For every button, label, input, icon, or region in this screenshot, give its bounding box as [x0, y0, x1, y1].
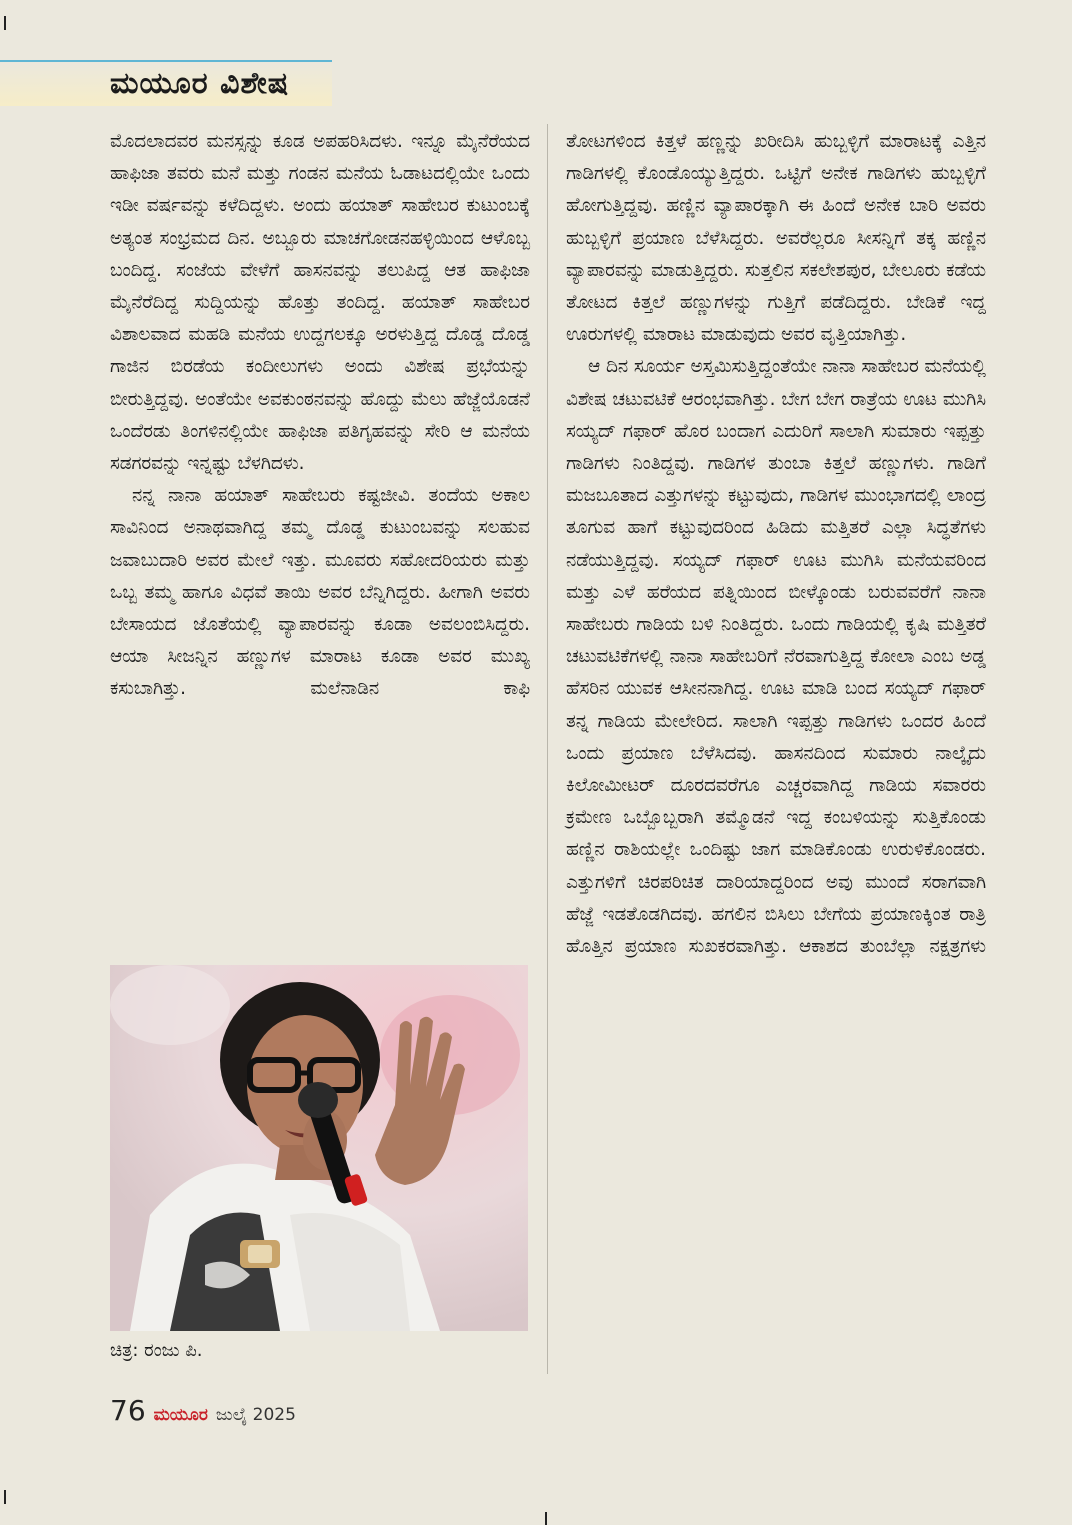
- page-number: 76: [110, 1394, 146, 1427]
- photo-caption: ಚಿತ್ರ: ರಂಜು ಪಿ.: [110, 1340, 203, 1361]
- paragraph: ಮೊದಲಾದವರ ಮನಸ್ಸನ್ನು ಕೂಡ ಅಪಹರಿಸಿದಳು. ಇನ್ನೂ ಮೈನೆರೆಯದ ಹಾಫಿಜಾ ತವರು ಮನೆ ಮತ್ತು ಗಂಡನ ಮನೆಯ ಓಡಾಟದಲ್ಲಿಯೇ ಒಂದು ಇಡೀ ವರ್ಷವನ್ನು ಕಳೆದಿದ್ದಳು. ಅಂದು ಹಯಾತ್ ಸಾಹೇಬರ ಕುಟುಂಬಕ್ಕೆ ಅತ್ಯಂತ ಸಂಭ್ರಮದ ದಿನ. ಅಬ್ಬೂರು ಮಾಚಗೋಡನಹಳ್ಳಿಯಿಂದ ಆಳೊಬ್ಬ ಬಂದಿದ್ದ. ಸಂಜೆಯ ವೇಳೆಗೆ ಹಾಸನವನ್ನು ತಲುಪಿದ್ದ ಆತ ಹಾಫಿಜಾ ಮೈನೆರೆದಿದ್ದ ಸುದ್ದಿಯನ್ನು ಹೊತ್ತು ತಂದಿದ್ದ. ಹಯಾತ್ ಸಾಹೇಬರ ವಿಶಾಲವಾದ ಮಹಡಿ ಮನೆಯ ಉದ್ದಗಲಕ್ಕೂ ಅರಳುತ್ತಿದ್ದ ದೊಡ್ಡ ದೊಡ್ಡ ಗಾಜಿನ ಬಿರಡೆಯ ಕಂದೀಲುಗಳು ಅಂದು ವಿಶೇಷ ಪ್ರಭೆಯನ್ನು ಬೀರುತ್ತಿದ್ದವು. ಅಂತೆಯೇ ಅವಕುಂಠನವನ್ನು ಹೊದ್ದು ಮೆಲು ಹೆಜ್ಜೆಯೊಡನೆ ಒಂದೆರಡು ತಿಂಗಳಿನಲ್ಲಿಯೇ ಹಾಫಿಜಾ ಪತಿಗೃಹವನ್ನು ಸೇರಿ ಆ ಮನೆಯ ಸಡಗರವನ್ನು ಇನ್ನಷ್ಟು ಬೆಳಗಿದಳು.: [110, 131, 530, 475]
- section-title: ಮಯೂರ ವಿಶೇಷ: [110, 66, 290, 101]
- paragraph: ತೋಟಗಳಿಂದ ಕಿತ್ತಳೆ ಹಣ್ಣನ್ನು ಖರೀದಿಸಿ ಹುಬ್ಬಳ್ಳಿಗೆ ಮಾರಾಟಕ್ಕೆ ಎತ್ತಿನ ಗಾಡಿಗಳಲ್ಲಿ ಕೊಂಡೊಯ್ಯುತ್ತಿದ್ದರು. ಒಟ್ಟಿಗೆ ಅನೇಕ ಗಾಡಿಗಳು ಹುಬ್ಬಳ್ಳಿಗೆ ಹೋಗುತ್ತಿದ್ದವು. ಹಣ್ಣಿನ ವ್ಯಾಪಾರಕ್ಕಾಗಿ ಈ ಹಿಂದೆ ಅನೇಕ ಬಾರಿ ಅವರು ಹುಬ್ಬಳ್ಳಿಗೆ ಪ್ರಯಾಣ ಬೆಳೆಸಿದ್ದರು. ಅವರೆಲ್ಲರೂ ಸೀಸನ್ನಿಗೆ ತಕ್ಕ ಹಣ್ಣಿನ ವ್ಯಾಪಾರವನ್ನು ಮಾಡುತ್ತಿದ್ದರು. ಸುತ್ತಲಿನ ಸಕಲೇಶಪುರ, ಬೇಲೂರು ಕಡೆಯ ತೋಟದ ಕಿತ್ತಲೆ ಹಣ್ಣುಗಳನ್ನು ಗುತ್ತಿಗೆ ಪಡೆದಿದ್ದರು. ಬೇಡಿಕೆ ಇದ್ದ ಊರುಗಳಲ್ಲಿ ಮಾರಾಟ ಮಾಡುವುದು ಅವರ ವೃತ್ತಿಯಾಗಿತ್ತು.: [566, 131, 986, 346]
- crop-mark-top-left: [4, 16, 6, 30]
- column-divider: [547, 124, 548, 1374]
- page-footer: [110, 1394, 296, 1427]
- issue-date: ಜುಲೈ 2025: [215, 1405, 296, 1425]
- paragraph: ಆ ದಿನ ಸೂರ್ಯ ಅಸ್ತಮಿಸುತ್ತಿದ್ದಂತೆಯೇ ನಾನಾ ಸಾಹೇಬರ ಮನೆಯಲ್ಲಿ ವಿಶೇಷ ಚಟುವಟಿಕೆ ಆರಂಭವಾಗಿತ್ತು. ಬೇಗ ಬೇಗ ರಾತ್ರೆಯ ಊಟ ಮುಗಿಸಿ ಸಯ್ಯದ್ ಗಫಾರ್ ಹೊರ ಬಂದಾಗ ಎದುರಿಗೆ ಸಾಲಾಗಿ ಸುಮಾರು ಇಪ್ಪತ್ತು ಗಾಡಿಗಳು ನಿಂತಿದ್ದವು. ಗಾಡಿಗಳ ತುಂಬಾ ಕಿತ್ತಲೆ ಹಣ್ಣುಗಳು. ಗಾಡಿಗೆ ಮಜಬೂತಾದ ಎತ್ತುಗಳನ್ನು ಕಟ್ಟುವುದು, ಗಾಡಿಗಳ ಮುಂಭಾಗದಲ್ಲಿ ಲಾಂದ್ರ ತೂಗುವ ಹಾಗೆ ಕಟ್ಟುವುದರಿಂದ ಹಿಡಿದು ಮತ್ತಿತರೆ ಎಲ್ಲಾ ಸಿದ್ಧತೆಗಳು ನಡೆಯುತ್ತಿದ್ದವು. ಸಯ್ಯದ್ ಗಫಾರ್ ಊಟ ಮುಗಿಸಿ ಮನೆಯವರಿಂದ ಮತ್ತು ಎಳೆ ಹರೆಯದ ಪತ್ನಿಯಿಂದ ಬೀಳ್ಕೊಂಡು ಬರುವವರೆಗೆ ನಾನಾ ಸಾಹೇಬರು ಗಾಡಿಯ ಬಳಿ ನಿಂತಿದ್ದರು. ಒಂದು ಗಾಡಿಯಲ್ಲಿ ಕೃಷಿ ಮತ್ತಿತರೆ ಚಟುವಟಿಕೆಗಳಲ್ಲಿ ನಾನಾ ಸಾಹೇಬರಿಗೆ ನೆರವಾಗುತ್ತಿದ್ದ ಕೋಲಾ ಎಂಬ ಅಡ್ಡ ಹೆಸರಿನ ಯುವಕ ಆಸೀನನಾಗಿದ್ದ. ಊಟ ಮಾಡಿ ಬಂದ ಸಯ್ಯದ್ ಗಫಾರ್ ತನ್ನ ಗಾಡಿಯ ಮೇಲೇರಿದ. ಸಾಲಾಗಿ ಇಪ್ಪತ್ತು ಗಾಡಿಗಳು ಒಂದರ ಹಿಂದೆ ಒಂದು ಪ್ರಯಾಣ ಬೆಳೆಸಿದವು. ಹಾಸನದಿಂದ ಸುಮಾರು ನಾಲ್ಕೈದು ಕಿಲೋಮೀಟರ್ ದೂರದವರೆಗೂ ಎಚ್ಚರವಾಗಿದ್ದ ಗಾಡಿಯ ಸವಾರರು ಕ್ರಮೇಣ ಒಬ್ಬೊಬ್ಬರಾಗಿ ತಮ್ಮೊಡನೆ ಇದ್ದ ಕಂಬಳಿಯನ್ನು ಸುತ್ತಿಕೊಂಡು ಹಣ್ಣಿನ ರಾಶಿಯಲ್ಲೇ ಒಂದಿಷ್ಟು ಜಾಗ ಮಾಡಿಕೊಂಡು ಉರುಳಿಕೊಂಡರು. ಎತ್ತುಗಳಿಗೆ ಚಿರಪರಿಚಿತ ದಾರಿಯಾದ್ದರಿಂದ ಅವು ಮುಂದೆ ಸರಾಗವಾಗಿ ಹೆಜ್ಜೆ ಇಡತೊಡಗಿದವು. ಹಗಲಿನ ಬಿಸಿಲು ಬೇಗೆಯ ಪ್ರಯಾಣಕ್ಕಿಂತ ರಾತ್ರಿ ಹೊತ್ತಿನ ಪ್ರಯಾಣ ಸುಖಕರವಾಗಿತ್ತು. ಆಕಾಶದ ತುಂಬೆಲ್ಲಾ ನಕ್ಷತ್ರಗಳು: [566, 356, 987, 958]
- article-column-left: [110, 126, 530, 706]
- speaker-illustration: [110, 965, 528, 1331]
- crop-mark-bottom-center: [545, 1512, 547, 1525]
- article-column-right: [566, 126, 986, 963]
- article-photo: [110, 965, 528, 1331]
- magazine-brand: ಮಯೂರ: [153, 1405, 208, 1425]
- paragraph: ನನ್ನ ನಾನಾ ಹಯಾತ್ ಸಾಹೇಬರು ಕಷ್ಟಜೀವಿ. ತಂದೆಯ ಅಕಾಲ ಸಾವಿನಿಂದ ಅನಾಥವಾಗಿದ್ದ ತಮ್ಮ ದೊಡ್ಡ ಕುಟುಂಬವನ್ನು ಸಲಹುವ ಜವಾಬುದಾರಿ ಅವರ ಮೇಲೆ ಇತ್ತು. ಮೂವರು ಸಹೋದರಿಯರು ಮತ್ತು ಒಬ್ಬ ತಮ್ಮ ಹಾಗೂ ವಿಧವೆ ತಾಯಿ ಅವರ ಬೆನ್ನಿಗಿದ್ದರು. ಹೀಗಾಗಿ ಅವರು ಬೇಸಾಯದ ಜೊತೆಯಲ್ಲಿ ವ್ಯಾಪಾರವನ್ನು ಕೂಡಾ ಅವಲಂಬಿಸಿದ್ದರು. ಆಯಾ ಸೀಜನ್ನಿನ ಹಣ್ಣುಗಳ ಮಾರಾಟ ಕೂಡಾ ಅವರ ಮುಖ್ಯ ಕಸುಬಾಗಿತ್ತು. ಮಲೆನಾಡಿನ ಕಾಫಿ: [110, 485, 530, 700]
- crop-mark-bottom-left: [4, 1490, 6, 1504]
